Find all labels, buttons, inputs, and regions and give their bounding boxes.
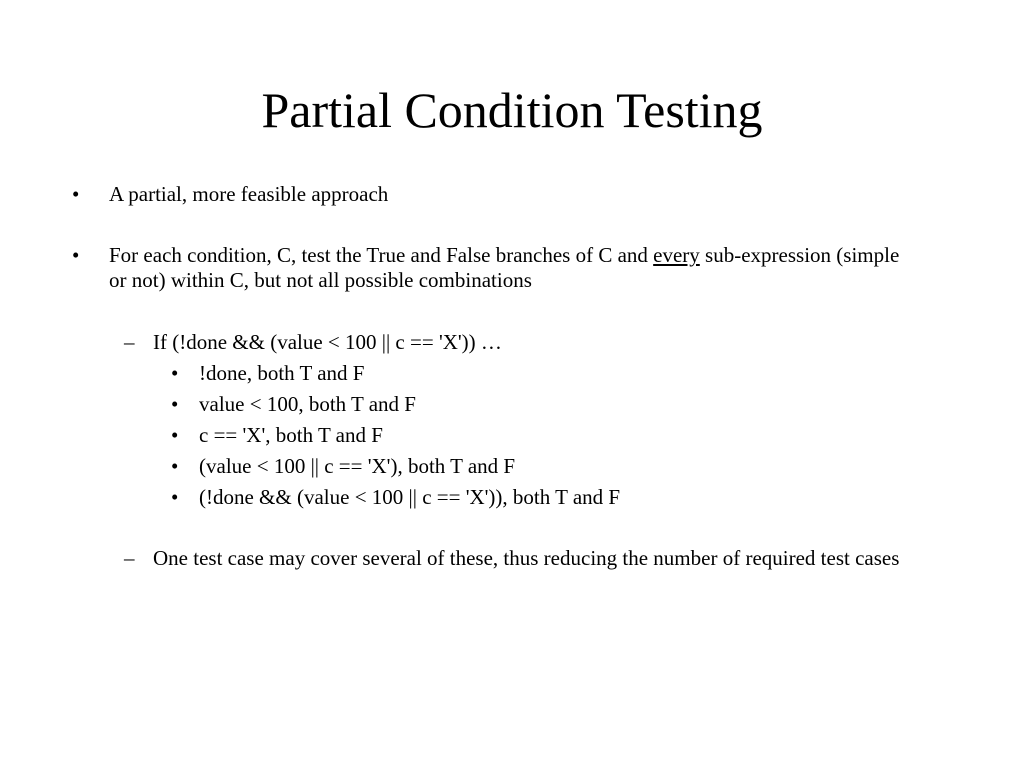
sub-bullet-item [124, 546, 904, 571]
bullet-marker: • [171, 454, 179, 478]
bullet-text-after: sub-expression (simple or not) within C, but not all possible combinations [109, 243, 900, 292]
sub-bullet-item [124, 330, 904, 355]
sub-sub-bullet-item [171, 485, 871, 510]
bullet-marker: • [171, 361, 179, 385]
bullet-text: A partial, more feasible approach [109, 182, 389, 206]
sub-sub-bullet-text: !done, both T and F [199, 361, 365, 385]
sub-sub-bullet-text: (value < 100 || c == 'X'), both T and F [199, 454, 516, 478]
bullet-marker: • [171, 423, 179, 447]
sub-bullet-text: One test case may cover several of these, thus reducing the number of required test cases [153, 546, 900, 570]
bullet-marker: • [72, 243, 80, 267]
bullet-text [72, 243, 902, 293]
bullet-marker: • [72, 182, 80, 206]
bullet-marker: • [171, 392, 179, 416]
sub-sub-bullet-text: (!done && (value < 100 || c == 'X')), both T and F [199, 485, 621, 509]
sub-sub-bullet-item [171, 423, 871, 448]
sub-sub-bullet-text: value < 100, both T and F [199, 392, 416, 416]
sub-sub-bullet-item [171, 454, 871, 479]
bullet-item [72, 243, 902, 293]
bullet-item [72, 182, 902, 207]
dash-marker: – [124, 330, 135, 354]
bullet-marker: • [171, 485, 179, 509]
bullet-text-before: For each condition, C, test the True and False branches of C and [109, 243, 654, 267]
sub-sub-bullet-text: c == 'X', both T and F [199, 423, 383, 447]
sub-sub-bullet-item [171, 361, 871, 386]
slide-title: Partial Condition Testing [261, 82, 763, 138]
dash-marker: – [124, 546, 135, 570]
sub-bullet-text: If (!done && (value < 100 || c == 'X')) … [153, 330, 502, 354]
emphasized-word: every [653, 243, 700, 267]
sub-sub-bullet-item [171, 392, 871, 417]
